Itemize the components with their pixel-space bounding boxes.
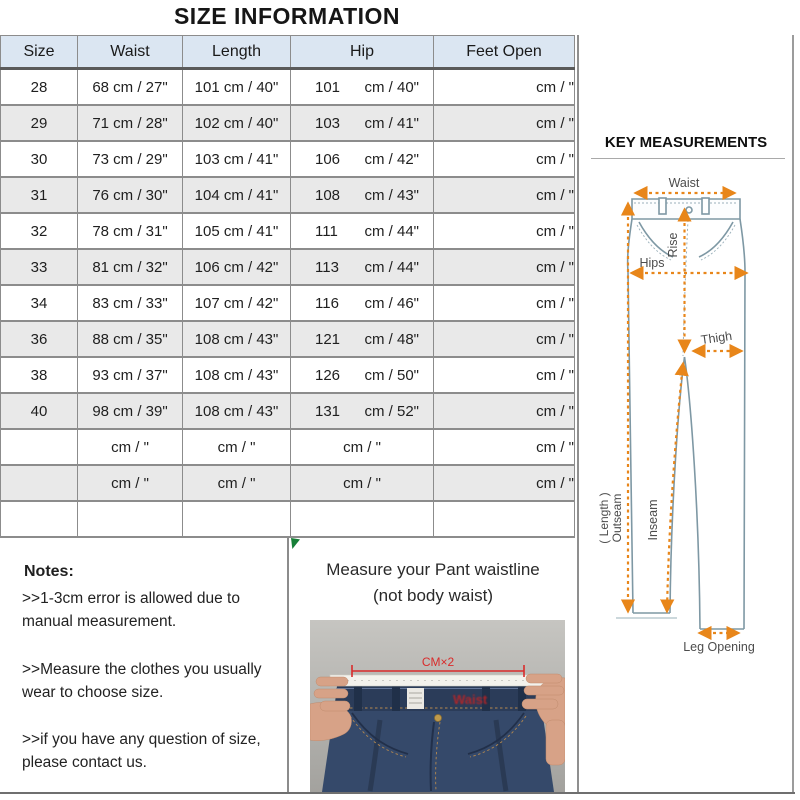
length-cell: 107 cm / 42" (183, 285, 291, 321)
waist-cell: 78 cm / 31" (78, 213, 183, 249)
size-table-header (1, 36, 575, 69)
hip-value: 106 (315, 150, 341, 168)
length-cell: 108 cm / 43" (183, 393, 291, 429)
feet-open-cell: cm / " (434, 141, 575, 177)
table-row (1, 285, 575, 321)
col-header-length: Length (183, 36, 291, 69)
length-cell: 101 cm / 40" (183, 69, 291, 106)
hip-unit: cm / " (343, 438, 381, 456)
length-label: ( Length ) (597, 492, 611, 544)
measure-line-2: (not body waist) (373, 586, 493, 606)
feet-open-cell: cm / " (434, 429, 575, 465)
feet-open-cell: cm / " (434, 69, 575, 106)
notes-heading: Notes: (24, 563, 74, 580)
length-cell: 102 cm / 40" (183, 105, 291, 141)
hip-value: 101 (315, 78, 341, 96)
hips-label: Hips (639, 256, 665, 270)
hip-unit: cm / 44" (364, 258, 419, 276)
waist-cell: 88 cm / 35" (78, 321, 183, 357)
length-cell: 104 cm / 41" (183, 177, 291, 213)
note-item-3: >>if you have any question of size, please contact us. (22, 731, 261, 772)
size-cell: 34 (1, 285, 78, 321)
table-row (1, 249, 575, 285)
hip-value: 131 (315, 402, 341, 420)
hip-unit: cm / 41" (364, 114, 419, 132)
hip-cell (291, 321, 434, 357)
feet-open-cell: cm / " (434, 357, 575, 393)
size-cell: 29 (1, 105, 78, 141)
length-cell: 108 cm / 43" (183, 321, 291, 357)
waist-cell: 93 cm / 37" (78, 357, 183, 393)
size-cell: 30 (1, 141, 78, 177)
hip-value: 126 (315, 366, 341, 384)
rise-label: Rise (666, 232, 680, 258)
size-cell: 33 (1, 249, 78, 285)
hip-cell (291, 465, 434, 501)
length-cell: 105 cm / 41" (183, 213, 291, 249)
hip-cell (291, 429, 434, 465)
hip-unit: cm / " (343, 474, 381, 492)
belt-loop (659, 198, 666, 214)
hip-cell (291, 393, 434, 429)
length-cell: cm / " (183, 429, 291, 465)
length-cell (183, 501, 291, 537)
hip-cell (291, 213, 434, 249)
thigh-label: Thigh (699, 328, 733, 348)
table-row (1, 105, 575, 141)
measure-instruction-text (289, 557, 577, 610)
hip-value: 113 (315, 258, 339, 276)
pants-measurement-diagram (580, 130, 795, 675)
col-header-feet-open: Feet Open (434, 36, 575, 69)
col-header-size: Size (1, 36, 78, 69)
measuring-tape (330, 675, 546, 686)
table-row (1, 321, 575, 357)
hip-value: 121 (315, 330, 341, 348)
feet-open-cell: cm / " (434, 213, 575, 249)
size-cell (1, 429, 78, 465)
feet-open-cell: cm / " (434, 393, 575, 429)
jeans-button (435, 715, 442, 722)
col-header-waist: Waist (78, 36, 183, 69)
feet-open-cell (434, 501, 575, 537)
waist-cell: cm / " (78, 465, 183, 501)
hip-cell (291, 357, 434, 393)
waist-cell: 98 cm / 39" (78, 393, 183, 429)
outseam-label: Outseam (610, 493, 624, 543)
button (686, 207, 692, 213)
table-row (1, 141, 575, 177)
hip-unit: cm / 43" (364, 186, 419, 204)
table-row (1, 393, 575, 429)
table-row (1, 465, 575, 501)
table-row (1, 501, 575, 537)
hip-cell (291, 501, 434, 537)
hip-cell (291, 69, 434, 106)
inseam-arrow (667, 364, 683, 611)
waist-cell: 68 cm / 27" (78, 69, 183, 106)
belt-loop (702, 198, 709, 214)
belt-loop (392, 686, 400, 711)
size-cell: 36 (1, 321, 78, 357)
hip-cell (291, 249, 434, 285)
feet-open-cell: cm / " (434, 285, 575, 321)
waist-cell (78, 501, 183, 537)
feet-open-cell: cm / " (434, 249, 575, 285)
hip-value: 108 (315, 186, 341, 204)
size-cell: 38 (1, 357, 78, 393)
waist-cell: 71 cm / 28" (78, 105, 183, 141)
page-title: SIZE INFORMATION (173, 3, 401, 29)
measure-line-1: Measure your Pant waistline (326, 560, 540, 579)
hip-unit: cm / 46" (364, 294, 419, 312)
note-item-1: >>1-3cm error is allowed due to manual measurement. (22, 590, 240, 631)
col-header-hip: Hip (291, 36, 434, 69)
table-row (1, 429, 575, 465)
hip-unit: cm / 52" (364, 402, 419, 420)
cm-x2-label: CM×2 (421, 655, 455, 669)
size-cell (1, 465, 78, 501)
pants-outline (616, 198, 745, 629)
waist-cell: 73 cm / 29" (78, 141, 183, 177)
table-row (1, 357, 575, 393)
note-item-2: >>Measure the clothes you usually wear to choose size. (22, 660, 262, 701)
waist-cell: 81 cm / 32" (78, 249, 183, 285)
hip-unit: cm / 50" (364, 366, 419, 384)
size-table-body (1, 69, 575, 538)
feet-open-cell: cm / " (434, 105, 575, 141)
waist-cell: 83 cm / 33" (78, 285, 183, 321)
hip-value: 116 (315, 294, 339, 312)
diagram-labels (597, 176, 755, 654)
waistband-red-text: Waist (453, 692, 488, 707)
size-cell (1, 501, 78, 537)
jeans-measuring-photo (310, 620, 565, 792)
belt-loop (354, 686, 362, 711)
length-cell: cm / " (183, 465, 291, 501)
hip-unit: cm / 44" (364, 222, 419, 240)
key-measurements-title: KEY MEASUREMENTS (604, 134, 768, 151)
hip-value: 111 (315, 222, 338, 240)
table-row (1, 213, 575, 249)
hip-cell (291, 285, 434, 321)
hip-unit: cm / 42" (364, 150, 419, 168)
size-tag (407, 688, 424, 709)
size-table (0, 35, 575, 538)
hip-cell (291, 177, 434, 213)
waist-label: Waist (668, 176, 700, 190)
hip-unit: cm / 40" (364, 78, 419, 96)
inseam-label: Inseam (646, 499, 660, 541)
size-cell: 28 (1, 69, 78, 106)
hip-unit: cm / 48" (364, 330, 419, 348)
table-row (1, 69, 575, 106)
feet-open-cell: cm / " (434, 465, 575, 501)
size-cell: 40 (1, 393, 78, 429)
table-row (1, 177, 575, 213)
length-cell: 103 cm / 41" (183, 141, 291, 177)
bottom-border-line (0, 792, 795, 794)
length-cell: 106 cm / 42" (183, 249, 291, 285)
right-pocket (699, 222, 733, 257)
notes-section (0, 537, 289, 792)
waist-cell: cm / " (78, 429, 183, 465)
length-cell: 108 cm / 43" (183, 357, 291, 393)
leg-opening-label: Leg Opening (683, 640, 755, 654)
size-cell: 32 (1, 213, 78, 249)
hip-cell (291, 141, 434, 177)
jeans-image (322, 686, 554, 792)
hip-cell (291, 105, 434, 141)
feet-open-cell: cm / " (434, 321, 575, 357)
size-cell: 31 (1, 177, 78, 213)
feet-open-cell: cm / " (434, 177, 575, 213)
hip-value: 103 (315, 114, 341, 132)
waist-cell: 76 cm / 30" (78, 177, 183, 213)
